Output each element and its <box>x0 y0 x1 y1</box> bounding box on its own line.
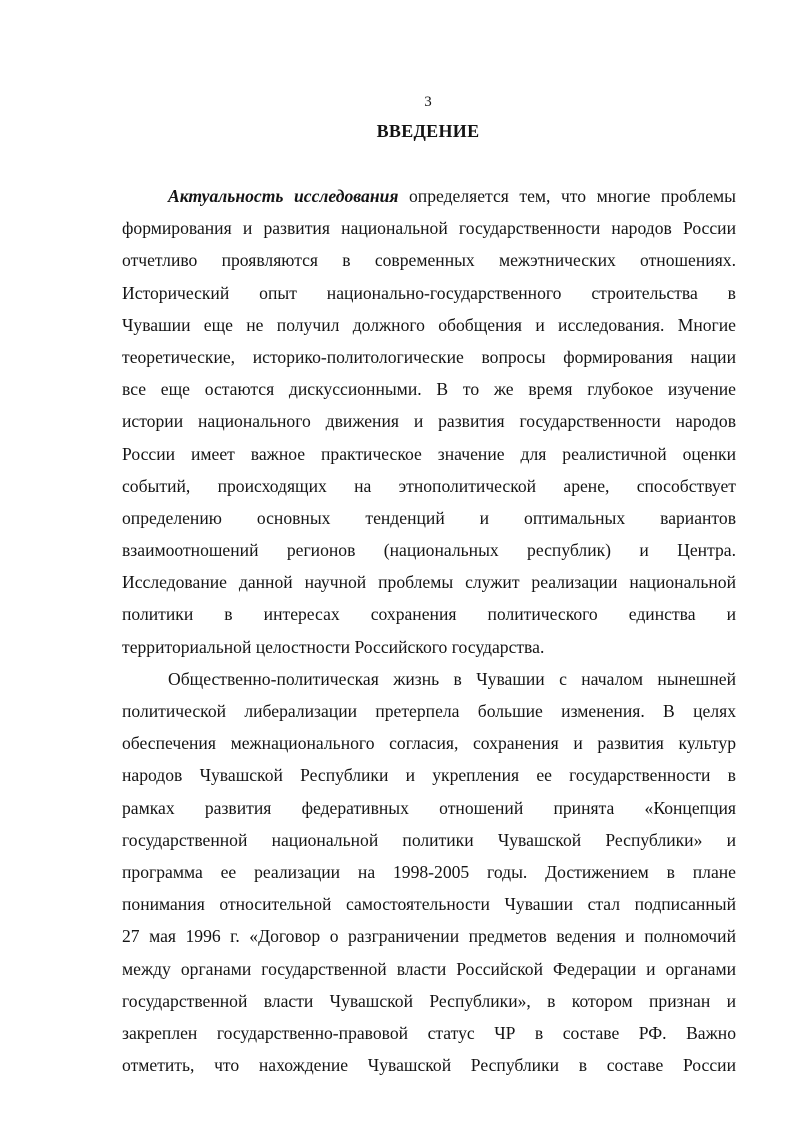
text-line: программа ее реализации на 1998-2005 годы. Достижением в плане <box>122 861 736 882</box>
text-line: территориальной целостности Российского государства. <box>122 636 545 657</box>
text-line: определению основных тенденций и оптимальных вариантов <box>122 507 736 528</box>
section-title: ВВЕДЕНИЕ <box>376 121 480 141</box>
text-line: закреплен государственно-правовой статус ЧР в составе РФ. Важно <box>122 1022 736 1043</box>
text-line: рамках развития федеративных отношений принята «Концепция <box>122 797 736 818</box>
text-line: России имеет важное практическое значение для реалистичной оценки <box>122 443 736 464</box>
text-line: Исследование данной научной проблемы служит реализации национальной <box>122 572 736 593</box>
text-line: Чувашии еще не получил должного обобщения и исследования. Многие <box>122 314 736 335</box>
text-line: событий, происходящих на этнополитической арене, способствует <box>122 475 736 496</box>
text-line: понимания относительной самостоятельности Чувашии стал подписанный <box>122 894 736 915</box>
paragraph-political-life <box>122 663 736 1081</box>
text-line: формирования и развития национальной государственности народов России <box>122 218 736 239</box>
text-line: политической либерализации претерпела большие изменения. В целях <box>122 701 736 721</box>
text-line: теоретические, историко-политологические вопросы формирования нации <box>122 346 736 367</box>
emphasis-relevance: Актуальность исследования <box>168 186 399 206</box>
text-line: политики в интересах сохранения политического единства и <box>122 604 736 625</box>
text-line: государственной национальной политики Чувашской Республики» и <box>122 829 736 850</box>
text-line: взаимоотношений регионов (национальных республик) и Центра. <box>122 540 736 561</box>
text-line: отметить, что нахождение Чувашской Республики в составе России <box>122 1055 736 1076</box>
text-line: отчетливо проявляются в современных межэтнических отношениях. <box>122 250 736 271</box>
paragraph-relevance <box>122 180 736 663</box>
text-line: народов Чувашской Республики и укрепления ее государственности в <box>122 765 736 786</box>
text-line: обеспечения межнационального согласия, сохранения и развития культур <box>122 733 736 754</box>
text-line: между органами государственной власти Российской Федерации и органами <box>122 958 736 979</box>
text-span: определяется тем, что многие проблемы <box>398 186 736 206</box>
text-line: все еще остаются дискуссионными. В то же время глубокое изучение <box>122 379 736 400</box>
text-line: истории национального движения и развития государственности народов <box>122 411 736 432</box>
text-line <box>122 180 736 212</box>
text-line: Исторический опыт национально-государственного строительства в <box>122 282 736 303</box>
text-line: Общественно-политическая жизнь в Чувашии с началом нынешней <box>168 668 736 689</box>
body-text <box>122 180 736 1081</box>
page-number: 3 <box>424 94 432 110</box>
text-line: государственной власти Чувашской Республики», в котором признан и <box>122 990 736 1011</box>
text-line: 27 мая 1996 г. «Договор о разграничении предметов ведения и полномочий <box>122 926 736 947</box>
